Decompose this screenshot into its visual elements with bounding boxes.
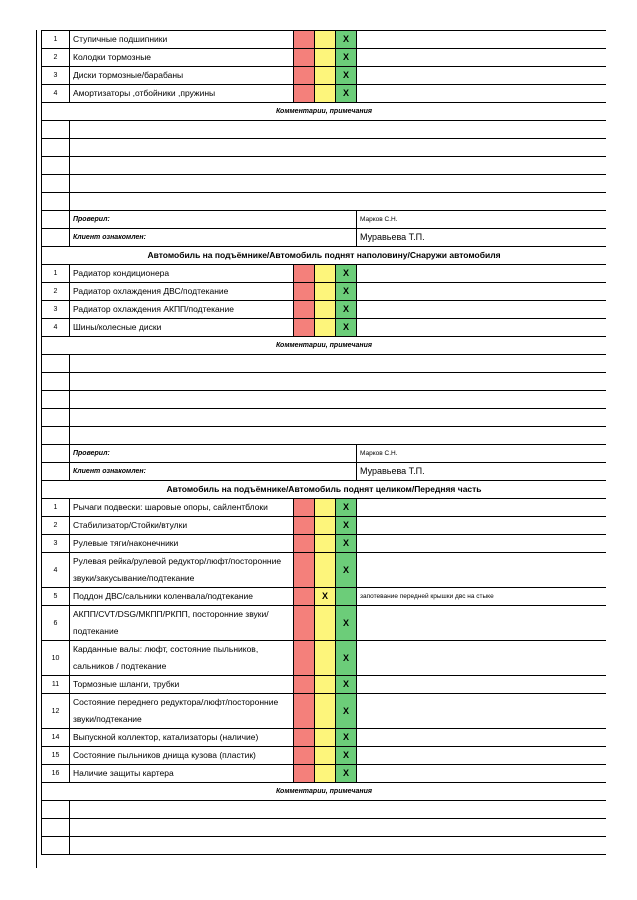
status-red-cell[interactable]	[294, 265, 315, 283]
table-row	[42, 301, 607, 319]
item-number: 3	[42, 67, 70, 85]
comment-input[interactable]	[70, 427, 607, 445]
client-label: Клиент ознакомлен:	[70, 229, 357, 247]
item-number: 4	[42, 85, 70, 103]
item-label: Рулевые тяги/наконечники	[70, 535, 294, 553]
status-yellow-cell[interactable]	[315, 49, 336, 67]
item-note[interactable]	[357, 641, 607, 676]
item-number: 12	[42, 694, 70, 729]
item-note[interactable]	[357, 319, 607, 337]
item-label: Состояние пыльников днища кузова (пластик)	[70, 747, 294, 765]
comments-header: Комментарии, примечания	[42, 103, 607, 121]
status-red-cell[interactable]	[294, 641, 315, 676]
status-red-cell[interactable]	[294, 535, 315, 553]
item-number: 5	[42, 588, 70, 606]
comments-header: Комментарии, примечания	[42, 337, 607, 355]
item-note[interactable]	[357, 49, 607, 67]
item-label: Амортизаторы ,отбойники ,пружины	[70, 85, 294, 103]
status-yellow-cell[interactable]	[315, 85, 336, 103]
table-row	[42, 499, 607, 517]
table-row	[42, 676, 607, 694]
status-yellow-cell[interactable]	[315, 535, 336, 553]
section-header	[42, 247, 607, 265]
blank-cell	[42, 445, 70, 463]
table-row	[42, 535, 607, 553]
status-yellow-cell[interactable]	[315, 694, 336, 729]
status-green-cell[interactable]	[336, 588, 357, 606]
comment-input[interactable]	[70, 819, 607, 837]
item-number: 2	[42, 283, 70, 301]
section-header	[42, 103, 607, 121]
status-green-cell[interactable]: X	[336, 499, 357, 517]
comment-input[interactable]	[70, 837, 607, 855]
table-row	[42, 85, 607, 103]
checked-label: Проверил:	[70, 211, 357, 229]
table-row	[42, 588, 607, 606]
item-note[interactable]	[357, 553, 607, 588]
status-red-cell[interactable]	[294, 517, 315, 535]
status-yellow-cell[interactable]	[315, 265, 336, 283]
item-number: 14	[42, 729, 70, 747]
item-number: 3	[42, 301, 70, 319]
status-red-cell[interactable]	[294, 553, 315, 588]
section-header	[42, 337, 607, 355]
page-right-edge	[606, 30, 637, 868]
status-yellow-cell[interactable]	[315, 283, 336, 301]
comment-row	[42, 819, 607, 837]
status-yellow-cell[interactable]	[315, 676, 336, 694]
status-green-cell[interactable]: X	[336, 319, 357, 337]
item-note[interactable]	[357, 499, 607, 517]
comment-index-cell	[42, 391, 70, 409]
item-label: Состояние переднего редуктора/люфт/посторонние звуки/подтекание	[70, 694, 294, 729]
status-yellow-cell[interactable]	[315, 31, 336, 49]
comment-index-cell	[42, 139, 70, 157]
table-row	[42, 67, 607, 85]
comment-input[interactable]	[70, 121, 607, 139]
comment-row	[42, 427, 607, 445]
item-label: Поддон ДВС/сальники коленвала/подтекание	[70, 588, 294, 606]
item-note[interactable]	[357, 31, 607, 49]
left-margin-rule	[36, 30, 37, 868]
comment-input[interactable]	[70, 373, 607, 391]
comment-index-cell	[42, 801, 70, 819]
status-yellow-cell[interactable]	[315, 499, 336, 517]
status-yellow-cell[interactable]	[315, 747, 336, 765]
table-row	[42, 729, 607, 747]
item-label: АКПП/CVT/DSG/МКПП/РКПП, посторонние звуки/ подтекание	[70, 606, 294, 641]
item-label: Колодки тормозные	[70, 49, 294, 67]
item-number: 2	[42, 517, 70, 535]
status-green-cell[interactable]: X	[336, 31, 357, 49]
status-red-cell[interactable]	[294, 31, 315, 49]
table-row	[42, 283, 607, 301]
item-number: 1	[42, 31, 70, 49]
status-yellow-cell[interactable]	[315, 641, 336, 676]
status-red-cell[interactable]	[294, 729, 315, 747]
status-green-cell[interactable]: X	[336, 729, 357, 747]
item-note[interactable]	[357, 265, 607, 283]
item-label: Радиатор охлаждения АКПП/подтекание	[70, 301, 294, 319]
comment-index-cell	[42, 175, 70, 193]
status-yellow-cell[interactable]	[315, 553, 336, 588]
section-title: Автомобиль на подъёмнике/Автомобиль поднят целиком/Передняя часть	[42, 481, 607, 499]
comment-index-cell	[42, 193, 70, 211]
comment-index-cell	[42, 157, 70, 175]
client-value: Муравьева Т.П.	[357, 463, 607, 481]
table-row	[42, 553, 607, 588]
status-green-cell[interactable]: X	[336, 517, 357, 535]
table-row	[42, 641, 607, 676]
item-note[interactable]	[357, 283, 607, 301]
status-green-cell[interactable]: X	[336, 265, 357, 283]
status-green-cell[interactable]: X	[336, 553, 357, 588]
status-green-cell[interactable]: X	[336, 676, 357, 694]
status-red-cell[interactable]	[294, 301, 315, 319]
status-red-cell[interactable]	[294, 319, 315, 337]
comment-input[interactable]	[70, 157, 607, 175]
comment-row	[42, 391, 607, 409]
status-green-cell[interactable]: X	[336, 301, 357, 319]
item-label: Шины/колесные диски	[70, 319, 294, 337]
status-green-cell[interactable]: X	[336, 49, 357, 67]
status-yellow-cell[interactable]	[315, 729, 336, 747]
comment-row	[42, 193, 607, 211]
status-yellow-cell[interactable]	[315, 319, 336, 337]
blank-cell	[42, 229, 70, 247]
item-note[interactable]	[357, 535, 607, 553]
comment-index-cell	[42, 819, 70, 837]
item-note[interactable]	[357, 85, 607, 103]
comment-row	[42, 837, 607, 855]
status-green-cell[interactable]: X	[336, 283, 357, 301]
comment-index-cell	[42, 427, 70, 445]
status-red-cell[interactable]	[294, 747, 315, 765]
blank-cell	[42, 211, 70, 229]
comment-index-cell	[42, 409, 70, 427]
item-number: 1	[42, 265, 70, 283]
comment-input[interactable]	[70, 175, 607, 193]
status-red-cell[interactable]	[294, 67, 315, 85]
status-red-cell[interactable]	[294, 499, 315, 517]
item-note[interactable]	[357, 676, 607, 694]
comment-index-cell	[42, 355, 70, 373]
inspection-sheet	[41, 30, 607, 855]
comment-index-cell	[42, 121, 70, 139]
status-yellow-cell[interactable]	[315, 517, 336, 535]
item-note[interactable]	[357, 606, 607, 641]
item-number: 16	[42, 765, 70, 783]
comment-row	[42, 175, 607, 193]
item-note[interactable]: запотевание передней крышки двс на стыке	[357, 588, 607, 606]
client-value: Муравьева Т.П.	[357, 229, 607, 247]
item-label: Наличие защиты картера	[70, 765, 294, 783]
item-number: 11	[42, 676, 70, 694]
comment-input[interactable]	[70, 355, 607, 373]
table-row	[42, 319, 607, 337]
status-red-cell[interactable]	[294, 588, 315, 606]
comment-row	[42, 121, 607, 139]
status-red-cell[interactable]	[294, 85, 315, 103]
client-row	[42, 463, 607, 481]
item-note[interactable]	[357, 517, 607, 535]
item-number: 4	[42, 553, 70, 588]
item-number: 10	[42, 641, 70, 676]
item-label: Тормозные шланги, трубки	[70, 676, 294, 694]
item-note[interactable]	[357, 747, 607, 765]
item-number: 15	[42, 747, 70, 765]
table-row	[42, 265, 607, 283]
status-green-cell[interactable]: X	[336, 67, 357, 85]
item-label: Стабилизатор/Стойки/втулки	[70, 517, 294, 535]
checked-row	[42, 445, 607, 463]
blank-cell	[42, 463, 70, 481]
comment-index-cell	[42, 373, 70, 391]
comment-row	[42, 139, 607, 157]
table-row	[42, 747, 607, 765]
status-red-cell[interactable]	[294, 765, 315, 783]
section-header	[42, 783, 607, 801]
checked-value: Марков С.Н.	[357, 211, 607, 229]
item-label: Ступичные подшипники	[70, 31, 294, 49]
comment-input[interactable]	[70, 801, 607, 819]
comment-row	[42, 373, 607, 391]
status-green-cell[interactable]: X	[336, 694, 357, 729]
status-green-cell[interactable]: X	[336, 606, 357, 641]
item-note[interactable]	[357, 301, 607, 319]
table-row	[42, 49, 607, 67]
status-green-cell[interactable]: X	[336, 535, 357, 553]
section-title: Автомобиль на подъёмнике/Автомобиль поднят наполовину/Снаружи автомобиля	[42, 247, 607, 265]
comment-input[interactable]	[70, 193, 607, 211]
comment-input[interactable]	[70, 391, 607, 409]
status-red-cell[interactable]	[294, 606, 315, 641]
checked-label: Проверил:	[70, 445, 357, 463]
table-row	[42, 694, 607, 729]
table-row	[42, 606, 607, 641]
item-label: Выпускной коллектор, катализаторы (наличие)	[70, 729, 294, 747]
status-red-cell[interactable]	[294, 694, 315, 729]
checked-value: Марков С.Н.	[357, 445, 607, 463]
item-label: Рулевая рейка/рулевой редуктор/люфт/посторонние звуки/закусывание/подтекание	[70, 553, 294, 588]
item-number: 1	[42, 499, 70, 517]
table-row	[42, 765, 607, 783]
comment-row	[42, 157, 607, 175]
item-label: Диски тормозные/барабаны	[70, 67, 294, 85]
status-yellow-cell[interactable]	[315, 765, 336, 783]
table-row	[42, 31, 607, 49]
status-yellow-cell[interactable]	[315, 67, 336, 85]
comment-index-cell	[42, 837, 70, 855]
checked-row	[42, 211, 607, 229]
status-red-cell[interactable]	[294, 676, 315, 694]
item-note[interactable]	[357, 765, 607, 783]
table-row	[42, 517, 607, 535]
status-yellow-cell[interactable]	[315, 606, 336, 641]
status-green-cell[interactable]: X	[336, 85, 357, 103]
status-green-cell[interactable]: X	[336, 747, 357, 765]
status-red-cell[interactable]	[294, 283, 315, 301]
item-note[interactable]	[357, 67, 607, 85]
item-note[interactable]	[357, 694, 607, 729]
client-row	[42, 229, 607, 247]
item-number: 4	[42, 319, 70, 337]
item-number: 3	[42, 535, 70, 553]
status-green-cell[interactable]: X	[336, 641, 357, 676]
item-number: 6	[42, 606, 70, 641]
status-yellow-cell[interactable]	[315, 301, 336, 319]
comment-row	[42, 409, 607, 427]
comments-header: Комментарии, примечания	[42, 783, 607, 801]
item-label: Радиатор кондиционера	[70, 265, 294, 283]
item-label: Рычаги подвески: шаровые опоры, сайлентблоки	[70, 499, 294, 517]
status-red-cell[interactable]	[294, 49, 315, 67]
comment-row	[42, 801, 607, 819]
section-header	[42, 481, 607, 499]
item-label: Карданные валы: люфт, состояние пыльников, сальников / подтекание	[70, 641, 294, 676]
item-number: 2	[42, 49, 70, 67]
item-note[interactable]	[357, 729, 607, 747]
comment-input[interactable]	[70, 409, 607, 427]
status-green-cell[interactable]: X	[336, 765, 357, 783]
status-yellow-cell[interactable]: X	[315, 588, 336, 606]
comment-input[interactable]	[70, 139, 607, 157]
client-label: Клиент ознакомлен:	[70, 463, 357, 481]
comment-row	[42, 355, 607, 373]
item-label: Радиатор охлаждения ДВС/подтекание	[70, 283, 294, 301]
